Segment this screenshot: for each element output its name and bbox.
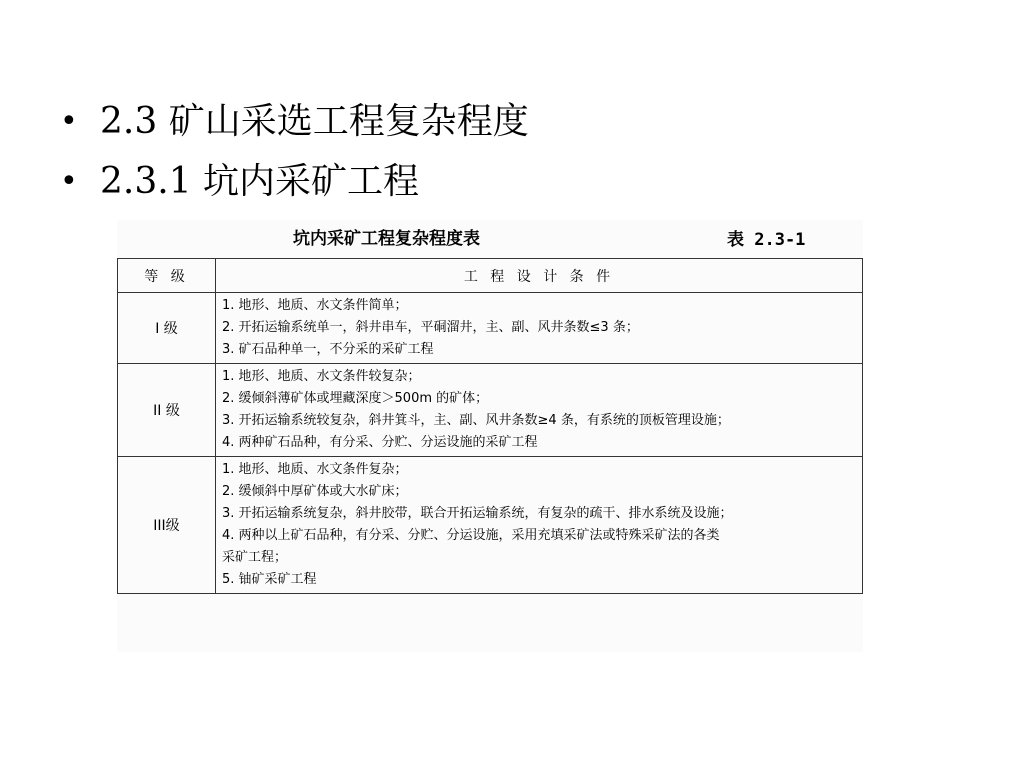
condition-line: 2. 缓倾斜中厚矿体或大水矿床； xyxy=(222,484,408,499)
condition-line: 1. 地形、地质、水文条件复杂； xyxy=(222,462,408,477)
conditions-cell xyxy=(216,364,863,457)
table-number: 表 2.3-1 xyxy=(727,230,806,250)
table-header-row xyxy=(118,259,863,293)
bullet-marker: • xyxy=(60,164,78,199)
condition-line: 1. 地形、地质、水文条件简单； xyxy=(222,298,408,313)
complexity-table xyxy=(117,258,863,594)
condition-line: 3. 矿石品种单一，不分采的采矿工程 xyxy=(222,342,434,357)
condition-line: 4. 两种矿石品种，有分采、分贮、分运设施的采矿工程 xyxy=(222,435,538,450)
grade-cell: III级 xyxy=(118,457,216,594)
table-caption xyxy=(117,220,863,258)
table-row xyxy=(118,457,863,594)
grade-cell: II 级 xyxy=(118,364,216,457)
header-conditions: 工 程 设 计 条 件 xyxy=(216,259,863,293)
bullet-text: 2.3.1 坑内采矿工程 xyxy=(100,161,420,202)
condition-line: 1. 地形、地质、水文条件较复杂； xyxy=(222,369,421,384)
table-title: 坑内采矿工程复杂程度表 xyxy=(293,229,480,249)
bullet-item-section-2-3 xyxy=(60,92,529,152)
condition-line: 3. 开拓运输系统较复杂，斜井箕斗，主、副、风井条数≥4 条，有系统的顶板管理设施； xyxy=(222,413,730,428)
condition-line: 4. 两种以上矿石品种，有分采、分贮、分运设施，采用充填采矿法或特殊采矿法的各类 xyxy=(222,528,720,543)
table-row xyxy=(118,364,863,457)
condition-line: 2. 缓倾斜薄矿体或埋藏深度＞500m 的矿体； xyxy=(222,391,489,406)
bullet-text: 2.3 矿山采选工程复杂程度 xyxy=(100,101,529,142)
conditions-cell xyxy=(216,457,863,594)
bullet-marker: • xyxy=(60,104,78,139)
condition-line: 采矿工程； xyxy=(222,550,288,565)
condition-line: 5. 铀矿采矿工程 xyxy=(222,572,317,587)
table-row xyxy=(118,293,863,364)
conditions-cell xyxy=(216,293,863,364)
grade-cell: I 级 xyxy=(118,293,216,364)
condition-line: 3. 开拓运输系统复杂，斜井胶带，联合开拓运输系统，有复杂的疏干、排水系统及设施； xyxy=(222,506,733,521)
table-image xyxy=(117,220,863,652)
bullet-item-section-2-3-1 xyxy=(60,152,529,212)
condition-line: 2. 开拓运输系统单一，斜井串车，平硐溜井，主、副、风井条数≤3 条； xyxy=(222,320,639,335)
header-grade: 等 级 xyxy=(118,259,216,293)
bullet-list xyxy=(60,92,529,212)
